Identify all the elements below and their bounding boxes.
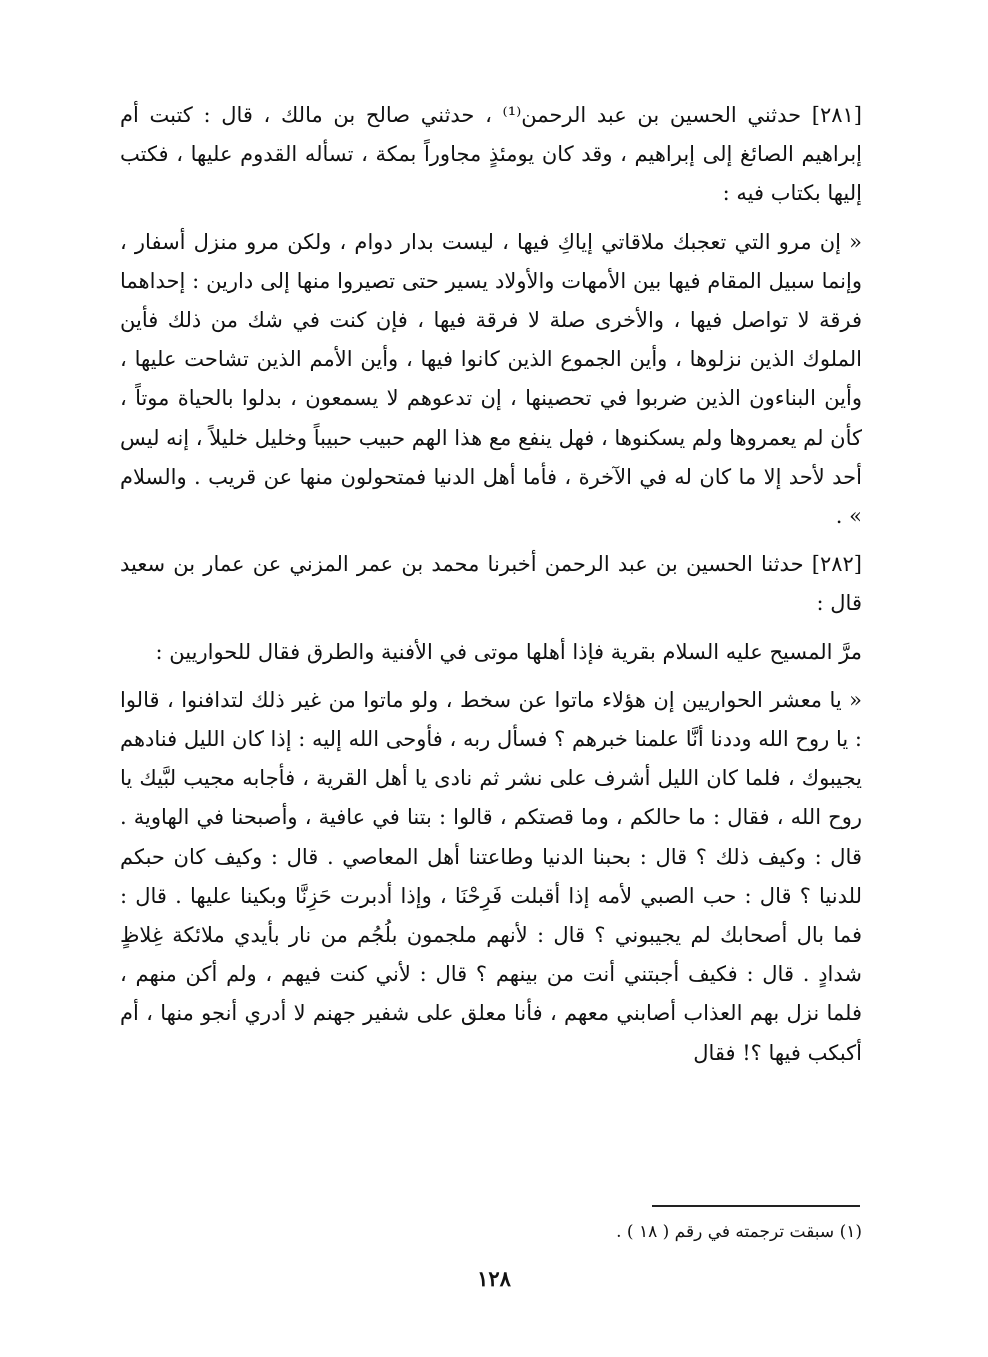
paragraph-282-speech: « يا معشر الحواريين إن هؤلاء ماتوا عن سخط ، ولو ماتوا من غير ذلك لتدافنوا ، قالوا : يا روح الله وددنا أنَّا علمنا خبرهم ؟ فسأل ربه ، فأوحى الله إليه : إذا كان الليل فنادهم يجيبوك ، فلما كان الليل أشرف على نشر ثم نادى يا أهل القرية ، فأجابه مجيب لبَّيك يا روح الله ، فقال : ما حالكم ، وما قصتكم ، قالوا : بتنا في عافية ، وأصبحنا في الهاوية . قال : وكيف ذلك ؟ قال : بحبنا الدنيا وطاعتنا أهل المعاصي . قال : وكيف كان حبكم للدنيا ؟ قال : حب الصبي لأمه إذا أقبلت فَرِحْنَا ، وإذا أدبرت حَزِنَّا وبكينا عليها . قال : فما بال أصحابك لم يجيبوني ؟ قال : لأنهم ملجمون بلُجُم من نار بأيدي ملائكة غِلاظٍ شدادٍ . قال : فكيف أجبتني أنت من بينهم ؟ قال : لأني كنت فيهم ، ولم أكن منهم ، فلما نزل بهم العذاب أصابني معهم ، فأنا معلق على شفير جهنم لا أدري أنجو منها ، أم أكبكب فيها ؟! فقال — [120, 687, 863, 1065]
paragraph-282-intro: [٢٨٢] حدثنا الحسين بن عبد الرحمن أخبرنا محمد بن عمر المزني عن عمار بن سعيد قال : — [120, 552, 862, 616]
main-text — [120, 96, 862, 1082]
paragraph-281-intro: [٢٨١] حدثني الحسين بن عبد الرحمن⁽¹⁾ ، حدثني صالح بن مالك ، قال : كتبت أم إبراهيم الصائغ إلى إبراهيم ، وقد كان يومئذٍ مجاوراً بمكة ، تسأله القدوم عليها ، فكتب إليها بكتاب فيه : — [120, 103, 862, 206]
paragraph-281-letter: « إن مرو التي تعجبك ملاقاتي إياكِ فيها ، ليست بدار دوام ، ولكن مرو منزل أسفار ، وإنما سبيل المقام فيها بين الأمهات والأولاد يسير حتى تصيروا منها إلى دارين : إحداهما فرقة لا تواصل فيها ، والأخرى صلة لا فرقة فيها ، فإن كنت في شك من ذلك فأين الملوك الذين نزلوها ، وأين الجموع الذين كانوا فيها ، وأين الأمم الذين تشاحت عليها ، وأين البناءون الذين ضربوا في تحصينها ، إن تدعوهم لا يسمعون ، بدلوا بالحياة موتاً ، كأن لم يعمروها ولم يسكنوها ، فهل ينفع مع هذا الهم حبيب حبيباً وخليل خليلاً ، إنه ليس أحد لأحد إلا ما كان له في الآخرة ، فأما أهل الدنيا فمتحولون منها عن قريب . والسلام » . — [120, 229, 862, 529]
page-number: ١٢٨ — [477, 1266, 511, 1291]
paragraph-282-narration: مرَّ المسيح عليه السلام بقرية فإذا أهلها موتى في الأفنية والطرق فقال للحواريين : — [155, 639, 862, 664]
footnote: (١) سبقت ترجمته في رقم ( ١٨ ) . — [616, 1222, 862, 1242]
footnote-divider — [652, 1205, 860, 1207]
